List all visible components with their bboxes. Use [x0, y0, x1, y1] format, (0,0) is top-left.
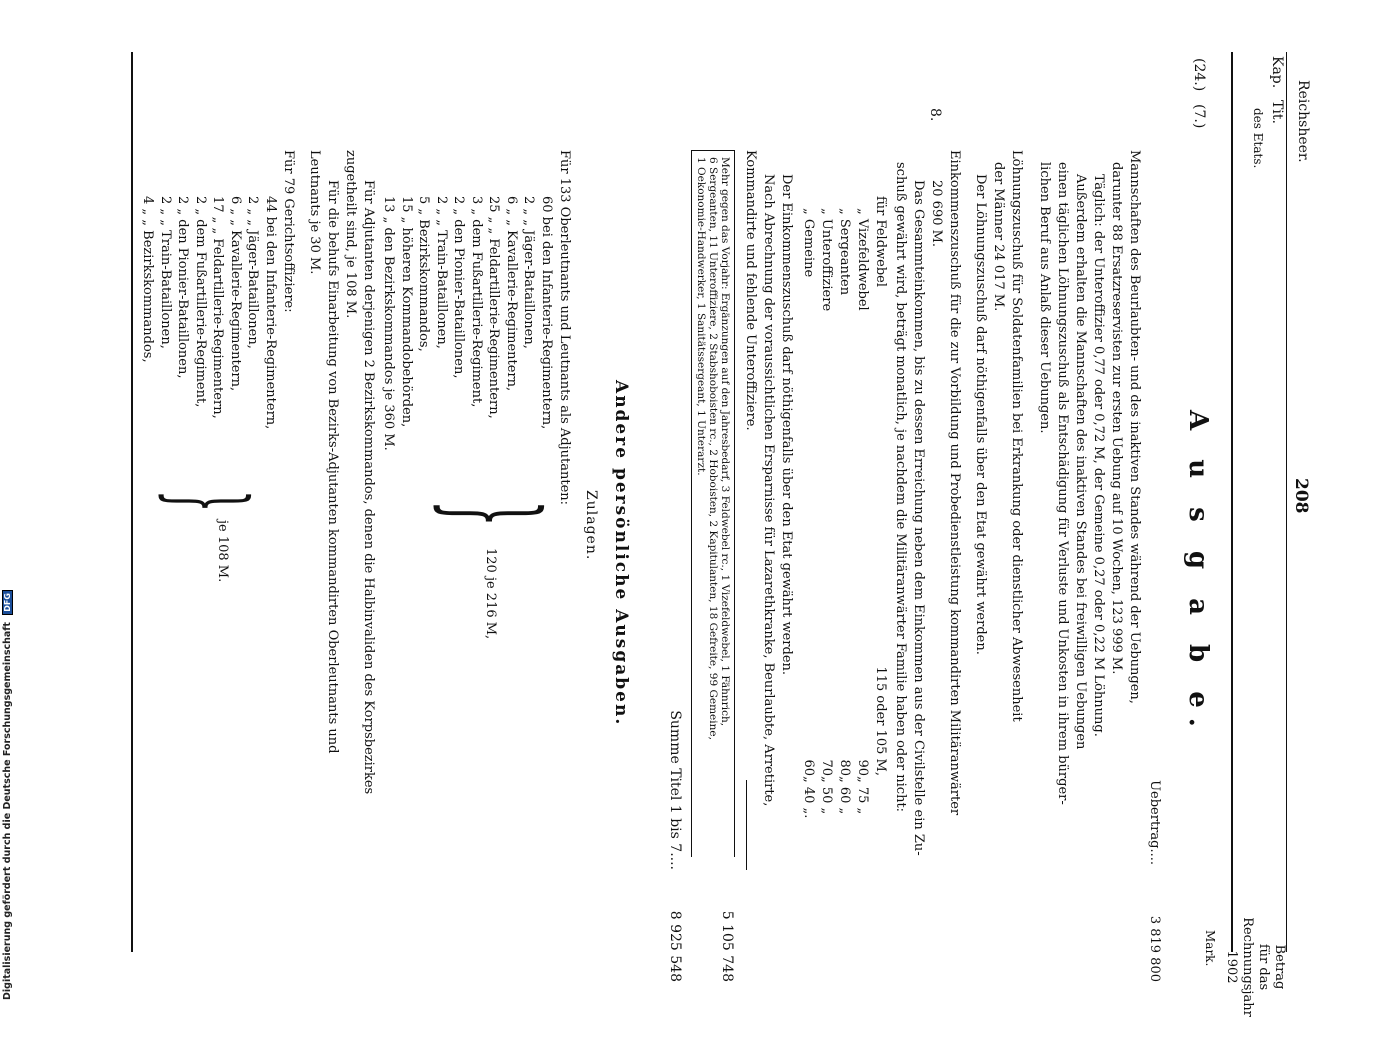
- adjutanten-block: [305, 150, 377, 870]
- rank-value-b: „ 75 „: [855, 776, 870, 815]
- mehr-gegen-box: [691, 150, 735, 857]
- section-title: Andere persönliche Ausgaben.: [611, 380, 631, 727]
- ranks-table: [799, 196, 889, 826]
- uebertrag-value: 3 819 800: [1147, 915, 1162, 982]
- adjutanten-line: Für die behufs Einarbeitung von Bezirks-Adjutanten kommandirten Oberleutnants und: [325, 180, 340, 754]
- header-left: Reichsheer.: [1295, 80, 1311, 163]
- list-item: 13 „ den Bezirkskommandos je 360 M.: [381, 196, 397, 451]
- list-item: 2 „ dem Fußartillerie-Regiment,: [193, 196, 208, 408]
- para1-line: darunter 88 Ersatzreservisten zur ersten Uebung auf 10 Wochen, 123 999 M.: [1109, 162, 1124, 675]
- rank-value-b: „ 40 „.: [801, 776, 816, 819]
- rank-value-a: 60: [801, 759, 816, 776]
- list-item: 44 bei den Infanterie-Regimentern,: [263, 196, 278, 430]
- para3-line: Das Gesammteinkommen, bis zu dessen Erreichung neben dem Einkommen aus der Civilstelle ein Zu-: [911, 180, 926, 856]
- summe-value: 8 925 548: [667, 910, 683, 982]
- para2-block: [971, 150, 1025, 860]
- para3-line: Einkommenszuschuß für die zur Vorbildung und Probedienstleistung kommandirten Militäranwärter: [947, 150, 962, 816]
- para3-line: 20 690 M.: [929, 180, 944, 248]
- para1-line: lichen Beruf aus Anlaß dieser Uebungen.: [1037, 162, 1052, 434]
- rank-label: „ Vizefeldwebel: [855, 208, 870, 311]
- betrag-line: für das: [1256, 943, 1271, 991]
- list-item: 6 „ „ Kavallerie-Regimentern,: [504, 196, 519, 392]
- brace-icon: }: [424, 500, 563, 527]
- rank-label: „ Unteroffiziere: [819, 208, 834, 312]
- para1-line: einen täglichen Löhnungszuschuß als Entschädigung für Verluste und Unkosten in ihrem bürger-: [1055, 162, 1070, 805]
- kap-value: (24.): [1191, 58, 1207, 92]
- rank-value-b: „ 50 „: [819, 776, 834, 815]
- rank-row: [817, 196, 835, 826]
- para1-block: [1035, 150, 1143, 860]
- para3b-block: [741, 150, 795, 860]
- rank-value-b: [871, 776, 889, 826]
- oberleutnants-list: [380, 196, 555, 516]
- gerichtsoffiziere-head: Für 79 Gerichtsoffiziere:: [281, 150, 296, 313]
- para2-line: Der Löhnungszuschuß darf nöthigenfalls über den Etat gewährt werden.: [973, 174, 988, 655]
- dfg-logo-icon: DFG: [2, 590, 13, 615]
- para2-line: Löhnungszuschuß für Soldatenfamilien bei Erkrankung oder dienstlicher Abwesenheit: [1009, 150, 1024, 722]
- list-item: 25 „ „ Feldartillerie-Regimentern,: [486, 196, 502, 419]
- rank-row: [835, 196, 853, 826]
- oberleutnants-head: Für 133 Oberleutnants und Leutnants als Adjutanten:: [557, 150, 572, 506]
- gerichtsoffiziere-brace-label: je 108 M.: [215, 520, 230, 583]
- col-etats-header: des Etats.: [1251, 108, 1265, 169]
- col-tit-header: Tit.: [1269, 100, 1285, 124]
- oberleutnants-brace-label: 120 je 216 M,: [483, 548, 498, 640]
- zulagen-heading: Zulagen.: [583, 490, 599, 561]
- para3b-line: Kommandirte und fehlende Unteroffiziere.: [743, 150, 758, 431]
- betrag-line: Betrag: [1272, 944, 1287, 990]
- list-item: 4 „ „ Bezirkskommandos,: [140, 196, 156, 363]
- para3-line: schuß gewährt wird, beträgt monatlich, je nachdem die Militäranwärter Familie haben oder nicht:: [893, 162, 908, 813]
- para3b-line: Der Einkommenszuschuß darf nöthigenfalls über den Etat gewährt werden.: [779, 174, 794, 676]
- uebertrag-label: Uebertrag....: [1147, 780, 1162, 865]
- rank-value-a: 80: [837, 759, 852, 776]
- para2-line: der Männer 24 017 M.: [991, 162, 1006, 312]
- list-item: 2 „ „ Jäger-Bataillonen,: [245, 196, 261, 349]
- list-item: 17 „ „ Feldartillerie-Regimentern,: [210, 196, 226, 419]
- list-item: 2 „ „ Train-Bataillonen,: [158, 196, 173, 349]
- para1-line: Mannschaften des Beurlaubten- und des inaktiven Standes während der Uebungen,: [1127, 150, 1142, 704]
- list-item: 2 „ den Pionier-Bataillonen,: [175, 196, 191, 379]
- list-item: 3 „ dem Fußartillerie-Regiment,: [469, 196, 484, 408]
- list-item: 60 bei den Infanterie-Regimentern,: [539, 196, 554, 430]
- list-item: 2 „ „ Jäger-Bataillonen,: [521, 196, 537, 349]
- box-value: 5 105 748: [719, 910, 735, 982]
- tit-value-8: 8.: [927, 108, 943, 122]
- rank-value-a: 90: [855, 759, 870, 776]
- betrag-line: 1902: [1224, 950, 1239, 984]
- adjutanten-line: Für Adjutanten derjenigen 2 Bezirkskommandos, denen die Halbinvaliden des Korpsbezirkes: [361, 180, 376, 795]
- rank-row: [799, 196, 817, 826]
- summe-label: Summe Titel 1 bis 7....: [667, 710, 683, 870]
- brace-icon: }: [151, 490, 268, 513]
- adjutanten-line: Leutnants je 30 M.: [307, 150, 322, 275]
- col-kap-header: Kap.: [1269, 56, 1285, 89]
- page-title: A u s g a b e.: [1183, 410, 1213, 737]
- footer-text-wrap: [2, 0, 16, 1000]
- para3b-line: Nach Abrechnung der voraussichtlichen Ersparnisse für Lazarethkranke, Beurlaubte, Arretirte,: [761, 174, 776, 807]
- para1-line: Außerdem erhalten die Mannschaften des inaktiven Standes bei freiwilligen Uebungen: [1073, 174, 1088, 750]
- box-line: Mehr gegen das Vorjahr: Ergänzungen auf den Jahresbedarf, 3 Feldwebel rc., 1 Vizefeldwebel, 1 Fähnrich,: [719, 157, 731, 727]
- rank-value-b: „ 60 „: [837, 776, 852, 815]
- rank-label: „ Gemeine: [801, 208, 816, 278]
- list-item: 2 „ „ Train-Bataillonen,: [434, 196, 449, 349]
- adjutanten-line: zugetheilt sind, je 108 M.: [343, 150, 358, 319]
- rank-value-a: 70: [819, 759, 834, 776]
- box-line: 6 Sergeanten, 11 Unteroffiziere, 2 Stabshoboisten rc., 2 Hoboisten, 2 Kapitulanten, 18 Gefreite, 99 Gemeine,: [707, 157, 719, 740]
- page-number: 208: [1291, 478, 1311, 514]
- mark-header: Mark.: [1203, 930, 1217, 967]
- sum-rule: [746, 780, 747, 870]
- rank-label: für Feldwebel: [873, 196, 888, 288]
- footer-text: Digitalisierung gefördert durch die Deutsche Forschungsgemeinschaft: [2, 622, 13, 1000]
- rank-row: [853, 196, 871, 826]
- rank-row: [871, 196, 889, 826]
- list-item: 5 „ Bezirkskommandos,: [416, 196, 432, 352]
- para1-line: Täglich: der Unteroffizier 0,77 oder 0,72 M, der Gemeine 0,27 oder 0,22 M Löhnung.: [1091, 174, 1106, 737]
- tit-value: (7.): [1191, 104, 1207, 129]
- rank-label: „ Sergeanten: [837, 208, 852, 296]
- footer-strip: [2, 0, 18, 1000]
- para3-block: [891, 150, 963, 860]
- list-item: 6 „ „ Kavallerie-Regimentern,: [228, 196, 243, 392]
- betrag-line: Rechnungsjahr: [1240, 917, 1255, 1017]
- rank-value-a: 115 oder 105 M,: [873, 666, 888, 776]
- list-item: 15 „ höheren Kommandobehörden,: [399, 196, 414, 428]
- list-item: 2 „ den Pionier-Bataillonen,: [451, 196, 467, 379]
- box-line: 1 Oekonomie-Handwerker, 1 Sanitätssergeant, 1 Unterarzt.: [695, 157, 707, 476]
- gerichtsoffiziere-list: [139, 196, 279, 516]
